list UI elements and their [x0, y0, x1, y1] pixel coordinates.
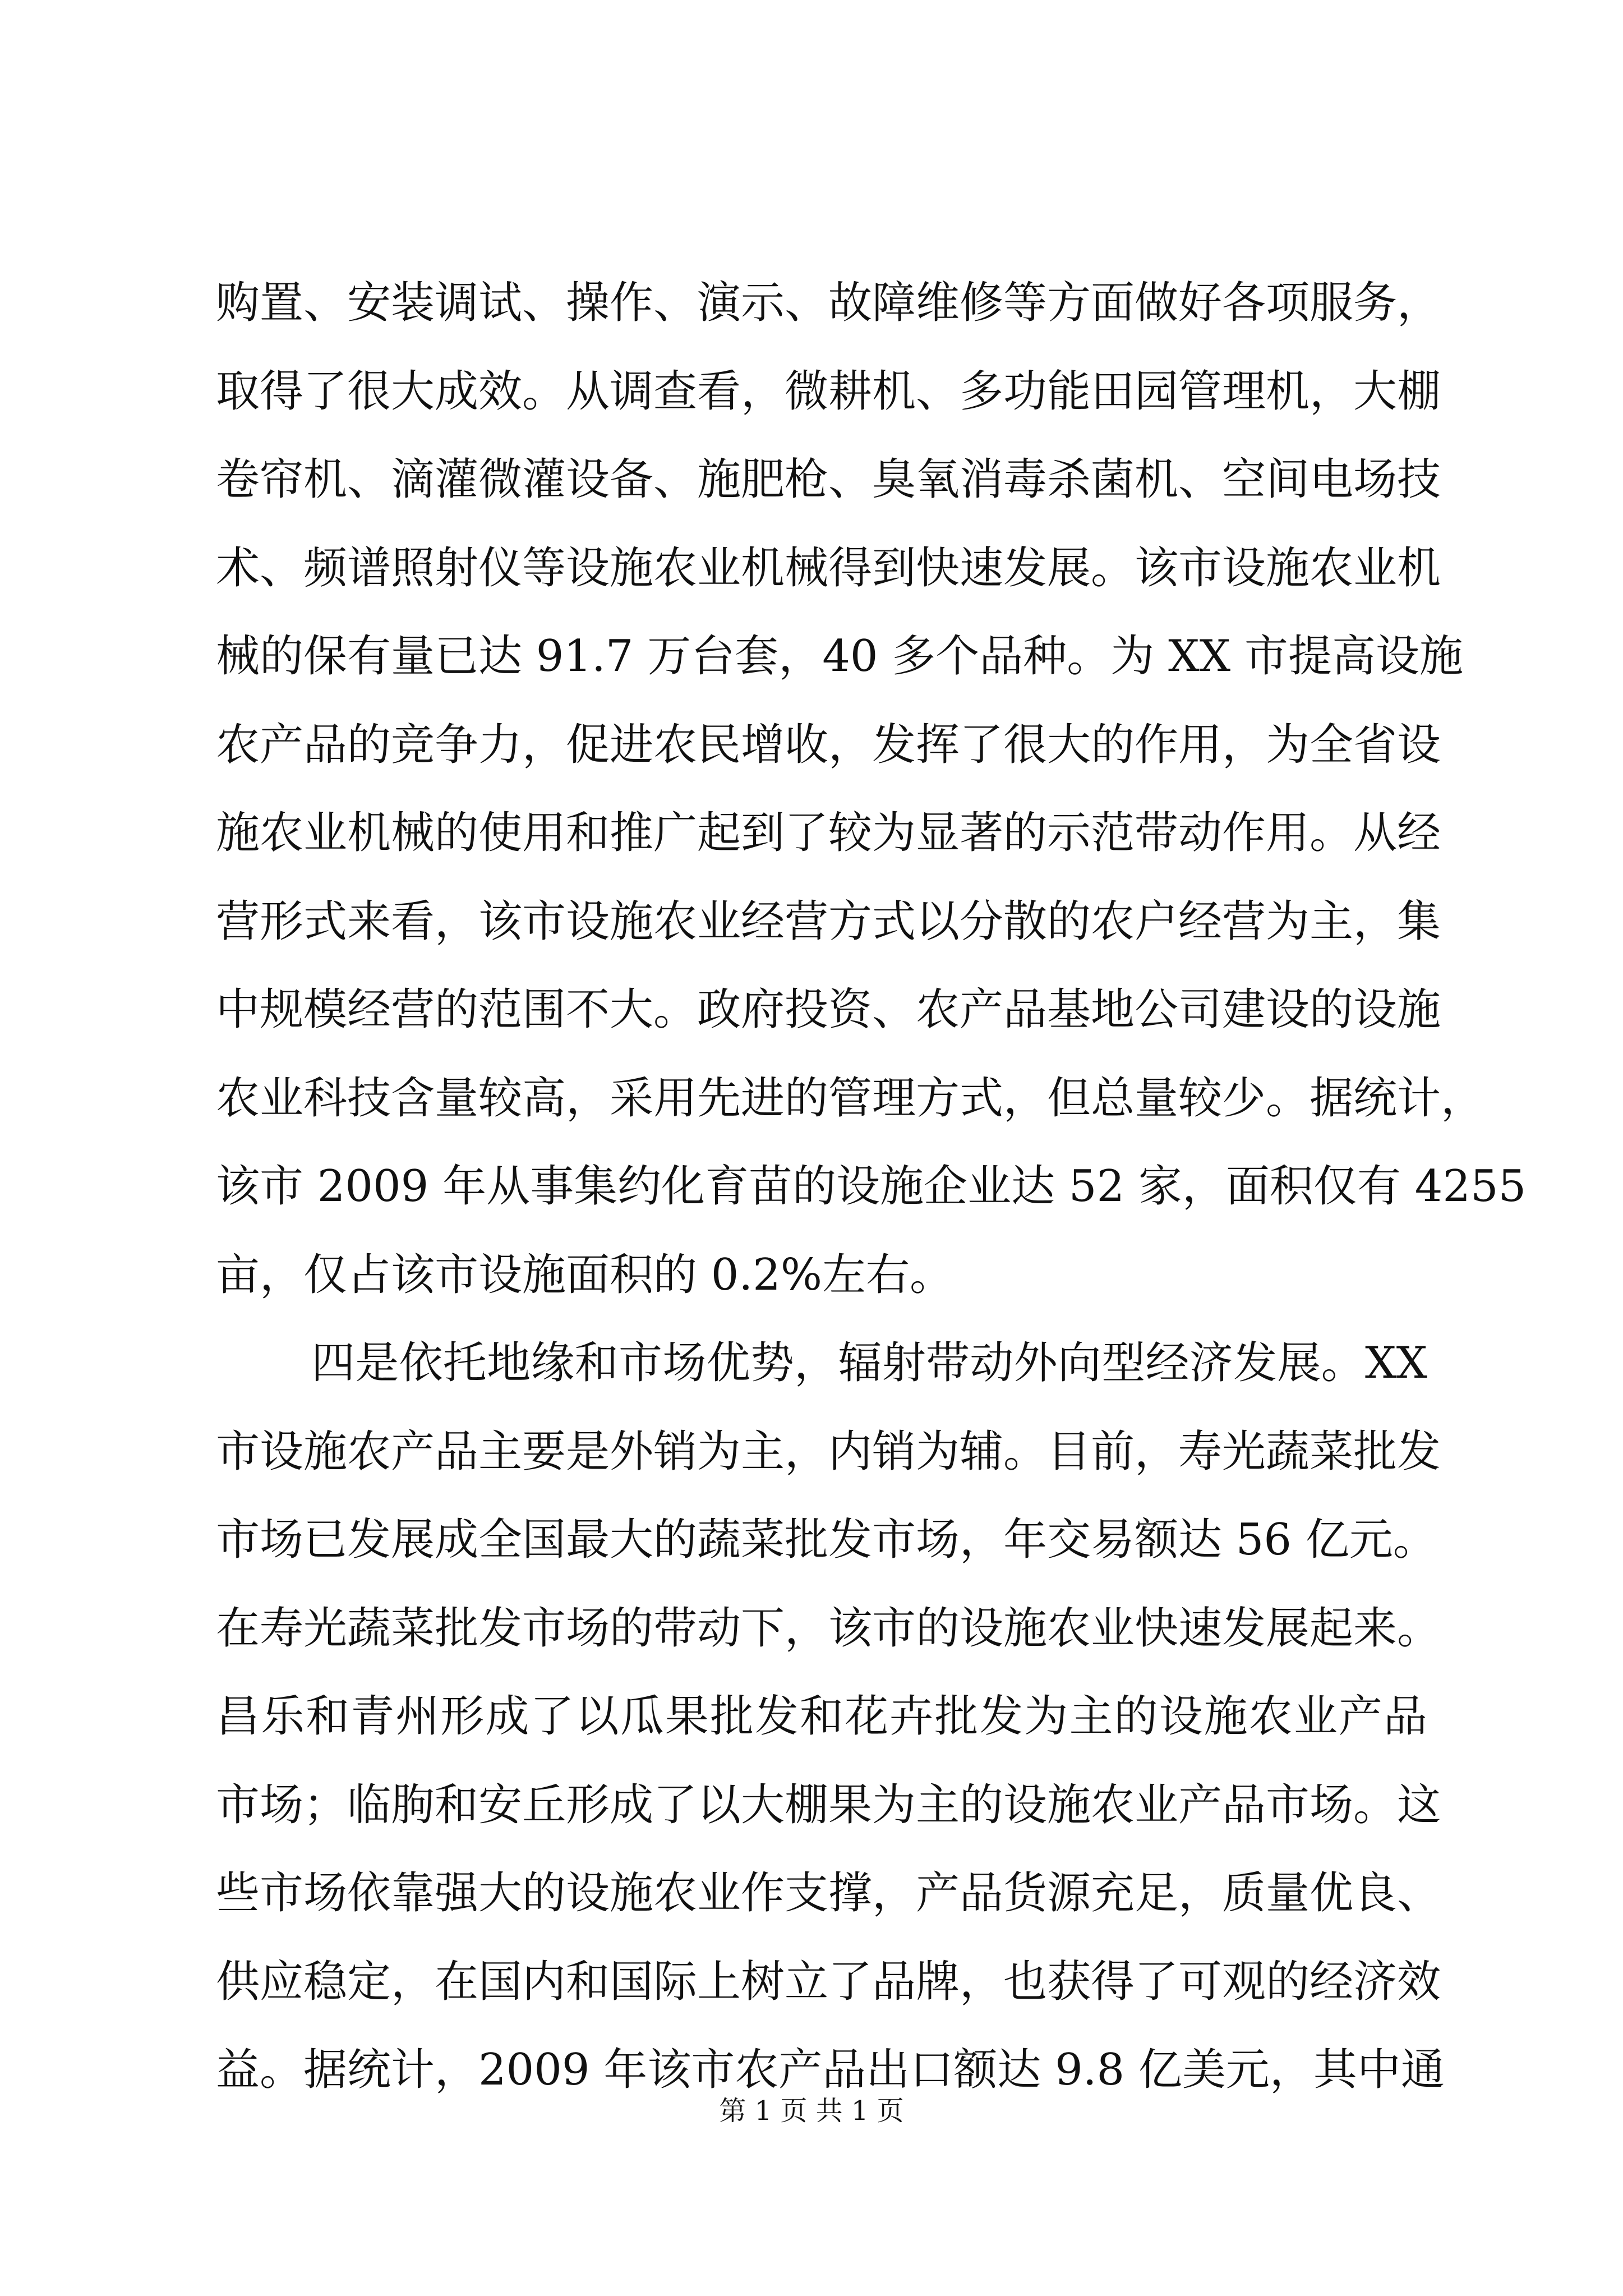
text-line: 昌乐和青州形成了以瓜果批发和花卉批发为主的设施农业产品	[216, 1691, 1427, 1742]
text-line: 亩，仅占该市设施面积的 0.2%左右。	[216, 1249, 953, 1300]
text-line: 益。据统计，2009 年该市农产品出口额达 9.8 亿美元，其中通	[216, 2045, 1445, 2095]
text-line: 购置、安装调试、操作、演示、故障维修等方面做好各项服务，	[216, 278, 1441, 328]
text-line: 市设施农产品主要是外销为主，内销为辅。目前，寿光蔬菜批发	[216, 1426, 1441, 1477]
text-line: 施农业机械的使用和推广起到了较为显著的示范带动作用。从经	[216, 808, 1441, 858]
text-line: 供应稳定，在国内和国际上树立了品牌，也获得了可观的经济效	[216, 1956, 1441, 2007]
text-line: 市场已发展成全国最大的蔬菜批发市场，年交易额达 56 亿元。	[216, 1515, 1437, 1565]
text-line: 中规模经营的范围不大。政府投资、农产品基地公司建设的设施	[216, 984, 1441, 1035]
text-line: 该市 2009 年从事集约化育苗的设施企业达 52 家，面积仅有 4255	[216, 1161, 1527, 1212]
text-line: 农产品的竞争力，促进农民增收，发挥了很大的作用，为全省设	[216, 719, 1441, 770]
text-line: 取得了很大成效。从调查看，微耕机、多功能田园管理机，大棚	[216, 366, 1441, 417]
text-line: 在寿光蔬菜批发市场的带动下，该市的设施农业快速发展起来。	[216, 1603, 1441, 1654]
paragraph-first-line: 四是依托地缘和市场优势，辐射带动外向型经济发展。XX	[311, 1338, 1427, 1388]
text-line: 市场；临朐和安丘形成了以大棚果为主的设施农业产品市场。这	[216, 1779, 1441, 1830]
text-line: 术、频谱照射仪等设施农业机械得到快速发展。该市设施农业机	[216, 542, 1441, 593]
text-line: 营形式来看，该市设施农业经营方式以分散的农户经营为主，集	[216, 896, 1441, 947]
page-footer: 第 1 页 共 1 页	[719, 2095, 904, 2127]
text-line: 卷帘机、滴灌微灌设备、施肥枪、臭氧消毒杀菌机、空间电场技	[216, 454, 1441, 505]
text-line: 些市场依靠强大的设施农业作支撑，产品货源充足，质量优良、	[216, 1868, 1441, 1918]
text-line: 械的保有量已达 91.7 万台套，40 多个品种。为 XX 市提高设施	[216, 631, 1463, 682]
document-body	[216, 259, 1527, 2115]
text-line: 农业科技含量较高，采用先进的管理方式，但总量较少。据统计，	[216, 1073, 1485, 1124]
